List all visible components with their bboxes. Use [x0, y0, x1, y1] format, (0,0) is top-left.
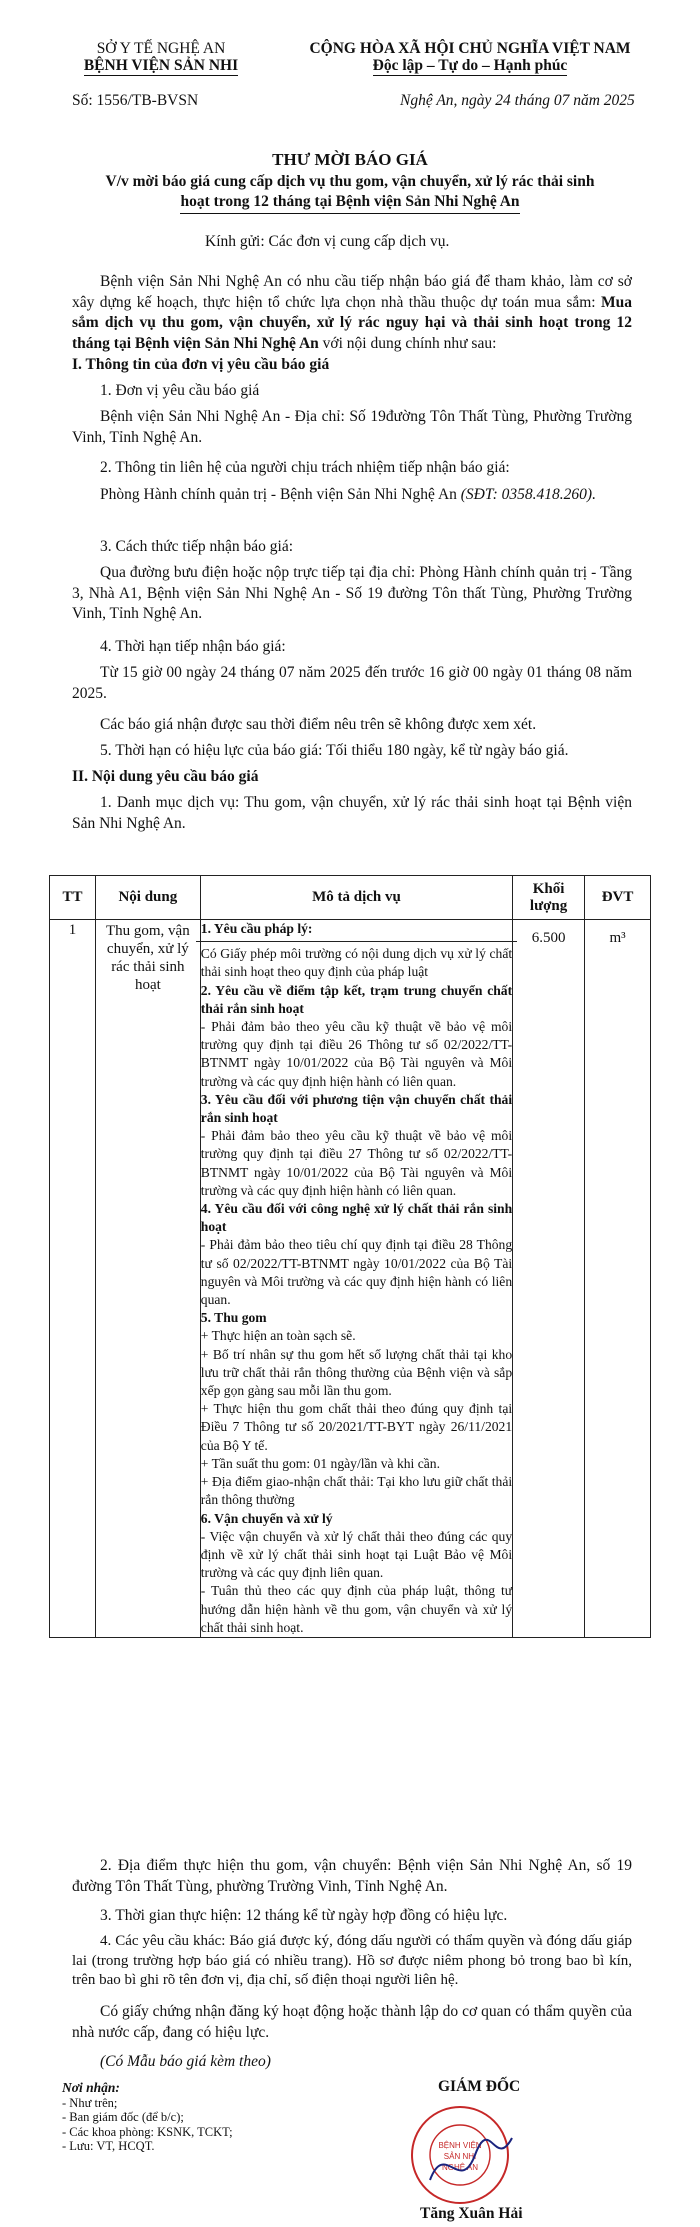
cell-volume: 6.500 [513, 920, 585, 1638]
s2-4-text: 4. Các yêu cầu khác: Báo giá được ký, đóng dấu người có thẩm quyền và đóng dấu giáp lai (trong trường hợp báo giá có nhiều trang). Hồ sơ được niêm phong bỏ trong bao bì kín, trên bao bì ghi rõ tên đơn vị, địa chỉ, số điện thoại người liên hệ. [72, 1933, 632, 1988]
s1-3-text: Qua đường bưu điện hoặc nộp trực tiếp tại địa chỉ: Phòng Hành chính quản trị - Tầng 3, Nhà A1, Bệnh viện Sản Nhi Nghệ An - Số 19 đường Tôn thất Tùng, Phường Trường Vinh, Tỉnh Nghệ An. [72, 564, 632, 622]
req-collection-heading: 5. Thu gom [200, 1310, 267, 1326]
s1-5-text: 5. Thời hạn có hiệu lực của báo giá: Tối thiểu 180 ngày, kể từ ngày báo giá. [100, 742, 569, 759]
cell-tt: 1 [50, 920, 96, 1638]
section-1-heading: I. Thông tin của đơn vị yêu cầu báo giá [72, 356, 330, 373]
req-legal-heading: 1. Yêu cầu pháp lý: [200, 921, 313, 936]
subtitle-line-2: hoạt trong 12 tháng tại Bệnh viện Sản Nhi Nghệ An [180, 192, 519, 214]
s2-3-text: 3. Thời gian thực hiện: 12 tháng kể từ ngày hợp đồng có hiệu lực. [100, 1907, 508, 1924]
recipient-item: - Lưu: VT, HCQT. [62, 2139, 155, 2153]
recipient-item: - Như trên; [62, 2095, 118, 2110]
req-vehicle-heading: 3. Yêu cầu đối với phương tiện vận chuyển chất thải rắn sinh hoạt [200, 1091, 513, 1126]
national-header [270, 40, 670, 76]
recipient-item: - Ban giám đốc (để b/c); [62, 2110, 184, 2124]
req-technology-heading: 4. Yêu cầu đối với công nghệ xử lý chất thải rắn sinh hoạt [200, 1201, 513, 1235]
stamp-line-2: SẢN NHI [443, 2152, 477, 2161]
req-collection-a: + Thực hiện an toàn sạch sẽ. [200, 1328, 356, 1344]
req-transport-b: - Tuân thủ theo các quy định của pháp luật, thông tư hướng dẫn hiện hành về thu gom, vận chuyển và xử lý chất thải sinh hoạt. [200, 1583, 513, 1635]
national-motto: Độc lập – Tự do – Hạnh phúc [372, 57, 568, 74]
section-2-heading: II. Nội dung yêu cầu báo giá [72, 768, 259, 785]
agency-parent: SỞ Y TẾ NGHỆ AN [96, 40, 226, 57]
intro-paragraph [72, 272, 632, 354]
col-description: Mô tả dịch vụ [200, 876, 512, 920]
req-transport-heading: 6. Vận chuyển và xử lý [200, 1510, 333, 1526]
req-collection-b: + Bố trí nhân sự thu gom hết số lượng chất thải tại kho lưu trữ chất thải rắn thông thường của Bệnh viện và sắp xếp gọn gàng sau mỗi lần thu gom. [200, 1346, 513, 1399]
recipients-block [62, 2081, 233, 2154]
agency-name: BỆNH VIỆN SẢN NHI [83, 57, 239, 74]
col-unit: ĐVT [585, 876, 651, 920]
document-number: Số: 1556/TB-BVSN [72, 92, 199, 109]
table-row [50, 920, 651, 1638]
req-collection-point-text: - Phải đảm bảo theo yêu cầu kỹ thuật về bảo vệ môi trường quy định tại điều 26 Thông tư số 02/2022/TT-BTNMT ngày 10/01/2022 của Bộ Tài nguyên và Môi trường và các quy định hiện hành có liên quan. [200, 1019, 513, 1089]
subtitle-line-1: V/v mời báo giá cung cấp dịch vụ thu gom, vận chuyển, xử lý rác thải sinh [105, 173, 595, 190]
signer-title: GIÁM ĐỐC [438, 2078, 521, 2095]
s1-4-note: Các báo giá nhận được sau thời điểm nêu trên sẽ không được xem xét. [100, 716, 537, 733]
intro-bold: Mua sắm dịch vụ thu gom, vận chuyển, xử lý rác nguy hại và thải sinh hoạt trong 12 tháng tại Bệnh viện Sản Nhi Nghệ An [72, 293, 632, 352]
contact-phone: (SĐT: 0358.418.260). [460, 486, 596, 503]
service-table [49, 875, 651, 1638]
intro-tail: với nội dung chính như sau: [322, 334, 497, 352]
s1-1-label: 1. Đơn vị yêu cầu báo giá [100, 382, 260, 399]
req-collection-c: + Thực hiện thu gom chất thải theo đúng quy định tại Điều 7 Thông tư số 20/2021/TT-BYT ngày 26/11/2021 của Bộ Y tế. [200, 1401, 513, 1453]
intro-text: Bệnh viện Sản Nhi Nghệ An có nhu cầu tiếp nhận báo giá để tham khảo, làm cơ sở xây dựng kế hoạch, thực hiện tổ chức lựa chọn nhà thầu thuộc dự toán mua sắm: [72, 273, 632, 311]
signer-name: Tăng Xuân Hải [420, 2205, 523, 2222]
req-collection-e: + Địa điểm giao-nhận chất thải: Tại kho lưu giữ chất thải rắn thông thường [200, 1474, 513, 1508]
contact-dept: Phòng Hành chính quản trị - Bệnh viện Sản Nhi Nghệ An [100, 486, 457, 503]
table-header-row [50, 876, 651, 920]
s1-1-text: Bệnh viện Sản Nhi Nghệ An - Địa chỉ: Số 19đường Tôn Thất Tùng, Phường Trường Vinh, Tỉnh Nghệ An. [72, 408, 632, 446]
req-legal-text: Có Giấy phép môi trường có nội dung dịch vụ xử lý chất thải sinh hoạt theo quy định của pháp luật [196, 941, 517, 981]
req-transport-a: - Việc vận chuyển và xử lý chất thải theo đúng các quy định về xử lý chất thải sinh hoạt tại Luật Bảo vệ Môi trường và các quy định liên quan. [200, 1528, 513, 1581]
recipient-item: - Các khoa phòng: KSNK, TCKT; [62, 2124, 233, 2139]
col-volume: Khối lượng [513, 876, 585, 920]
req-collection-d: + Tần suất thu gom: 01 ngày/lần và khi cần. [200, 1455, 440, 1471]
s2-1-text: 1. Danh mục dịch vụ: Thu gom, vận chuyển, xử lý rác thải sinh hoạt tại Bệnh viện Sản Nhi Nghệ An. [72, 794, 632, 832]
req-technology-text: - Phải đảm bảo theo tiêu chí quy định tại điều 28 Thông tư số 02/2022/TT-BTNMT ngày 10/01/2022 của Bộ Tài nguyên và Môi trường và các quy định hiện hành có liên quan. [200, 1237, 513, 1308]
s1-3-label: 3. Cách thức tiếp nhận báo giá: [100, 538, 294, 555]
cell-description [200, 920, 512, 1638]
recipients-title: Nơi nhận: [62, 2080, 120, 2095]
s1-2-text [72, 485, 632, 506]
req-collection-point-heading: 2. Yêu cầu về điểm tập kết, trạm trung chuyển chất thải rắn sinh hoạt [200, 982, 513, 1016]
document-date: Nghệ An, ngày 24 tháng 07 năm 2025 [400, 92, 635, 109]
cell-unit: m³ [585, 920, 651, 1638]
s2-5-text: Có giấy chứng nhận đăng ký hoạt động hoặc thành lập do cơ quan có thẩm quyền của nhà nước cấp, đang có hiệu lực. [72, 2003, 632, 2041]
document-title: THƯ MỜI BÁO GIÁ [272, 150, 428, 169]
req-vehicle-text: - Phải đảm bảo theo yêu cầu kỹ thuật về bảo vệ môi trường quy định tại điều 27 Thông tư số 02/2022/TT-BTNMT ngày 10/01/2022 của Bộ Tài nguyên và Môi trường và các quy định hiện hành có liên quan. [200, 1128, 513, 1198]
s1-2-label: 2. Thông tin liên hệ của người chịu trách nhiệm tiếp nhận báo giá: [100, 459, 510, 476]
s2-2-text: 2. Địa điểm thực hiện thu gom, vận chuyển: Bệnh viện Sản Nhi Nghệ An, số 19 đường Tôn Thất Tùng, phường Trường Vinh, Tỉnh Nghệ An. [72, 1857, 632, 1895]
s1-4-text: Từ 15 giờ 00 ngày 24 tháng 07 năm 2025 đến trước 16 giờ 00 ngày 01 tháng 08 năm 2025. [72, 664, 632, 702]
agency-block [56, 40, 266, 76]
attachment-note: (Có Mẫu báo giá kèm theo) [100, 2053, 271, 2070]
greeting: Kính gửi: Các đơn vị cung cấp dịch vụ. [205, 233, 450, 250]
stamp-line-3: NGHỆ AN [441, 2163, 479, 2172]
national-name: CỘNG HÒA XÃ HỘI CHỦ NGHĨA VIỆT NAM [309, 40, 631, 57]
col-content: Nội dung [95, 876, 200, 920]
cell-content: Thu gom, vận chuyển, xử lý rác thải sinh hoạt [95, 920, 200, 1638]
document-subtitle [60, 172, 640, 214]
s1-4-label: 4. Thời hạn tiếp nhận báo giá: [100, 638, 286, 655]
col-tt: TT [50, 876, 96, 920]
official-stamp [400, 2100, 530, 2210]
stamp-line-1: BỆNH VIỆN [438, 2141, 482, 2150]
